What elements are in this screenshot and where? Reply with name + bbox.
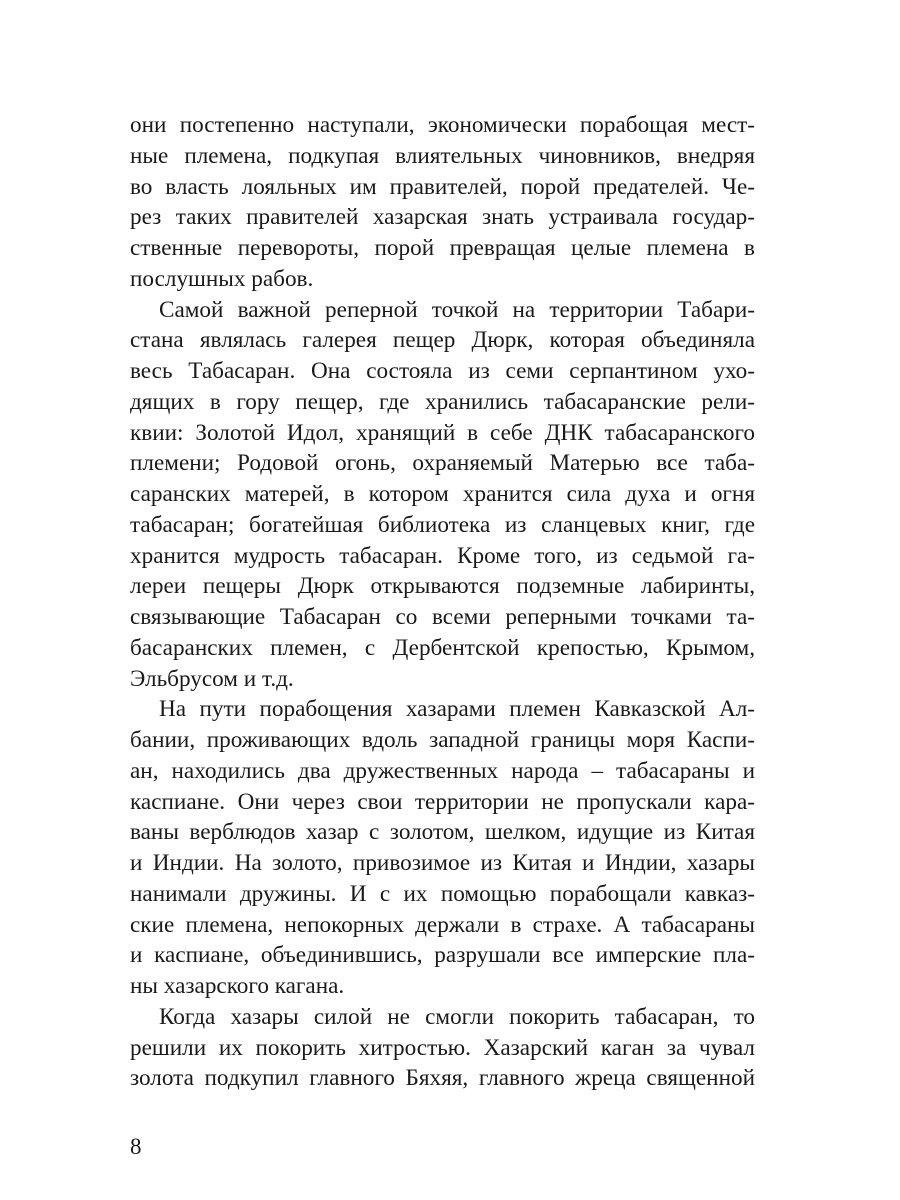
text-line: ские племена, непокорных держали в страхе. А табасараны [130,911,755,938]
text-line: каспиане. Они через свои территории не пропускали кара- [130,788,755,815]
text-line: ваны верблюдов хазар с золотом, шелком, идущие из Китая [130,819,755,846]
text-line: и Индии. На золото, привозимое из Китая и Индии, хазары [130,850,755,876]
text-line: Эльбрусом и т.д. [130,665,294,692]
text-line: они постепенно наступали, экономически порабощая мест- [130,112,755,138]
text-line: послушных рабов. [130,265,314,292]
text-line: квии: Золотой Идол, хранящий в себе ДНК табасаранского [130,419,755,446]
paragraph-3 [130,694,755,1002]
body-text [130,110,755,1094]
text-line: Когда хазары силой не смогли покорить табасаран, то [159,1003,755,1030]
paragraph-4 [130,1002,755,1094]
text-line: бании, проживающих вдоль западной границы моря Каспи- [130,727,755,753]
text-line: нанимали дружины. И с их помощью порабощали кавказ- [130,880,755,907]
text-line: стана являлась галерея пещер Дюрк, которая объединяла [130,327,755,354]
text-line: весь Табасаран. Она состояла из семи серпантином ухо- [130,358,755,384]
text-line: лереи пещеры Дюрк открываются подземные лабиринты, [130,573,755,600]
page-number: 8 [130,1134,142,1159]
text-line: во власть лояльных им правителей, порой предателей. Че- [130,173,755,200]
text-line: рез таких правителей хазарская знать устраивала государ- [130,204,755,231]
text-line: ные племена, подкупая влиятельных чиновников, внедряя [130,142,755,169]
text-line: саранских матерей, в котором хранится сила духа и огня [130,481,755,507]
paragraph-2 [130,295,755,695]
text-line: решили их покорить хитростью. Хазарский каган за чувал [130,1034,755,1061]
text-line: На пути порабощения хазарами племен Кавказской Ал- [159,696,755,723]
text-line: ственные перевороты, порой превращая целые племена в [130,235,755,261]
text-line: дящих в гору пещер, где хранились табасаранские рели- [130,388,755,415]
text-line: ны хазарского кагана. [130,973,345,999]
text-line: табасаран; богатейшая библиотека из сланцевых книг, где [130,511,755,538]
text-line: племени; Родовой огонь, охраняемый Матерью все таба- [130,450,755,477]
text-line: басаранских племен, с Дербентской крепостью, Крымом, [130,634,755,661]
paragraph-1 [130,110,755,295]
text-line: и каспиане, объединившись, разрушали все имперские пла- [130,942,755,969]
text-line: связывающие Табасаран со всеми реперными точками та- [130,604,755,630]
text-line: Самой важной реперной точкой на территории Табари- [159,296,755,323]
text-line: золота подкупил главного Бяхяя, главного жреца священной [130,1065,755,1092]
text-line: ан, находились два дружественных народа – табасараны и [130,757,755,784]
text-line: хранится мудрость табасаран. Кроме того, из седьмой га- [130,542,755,569]
